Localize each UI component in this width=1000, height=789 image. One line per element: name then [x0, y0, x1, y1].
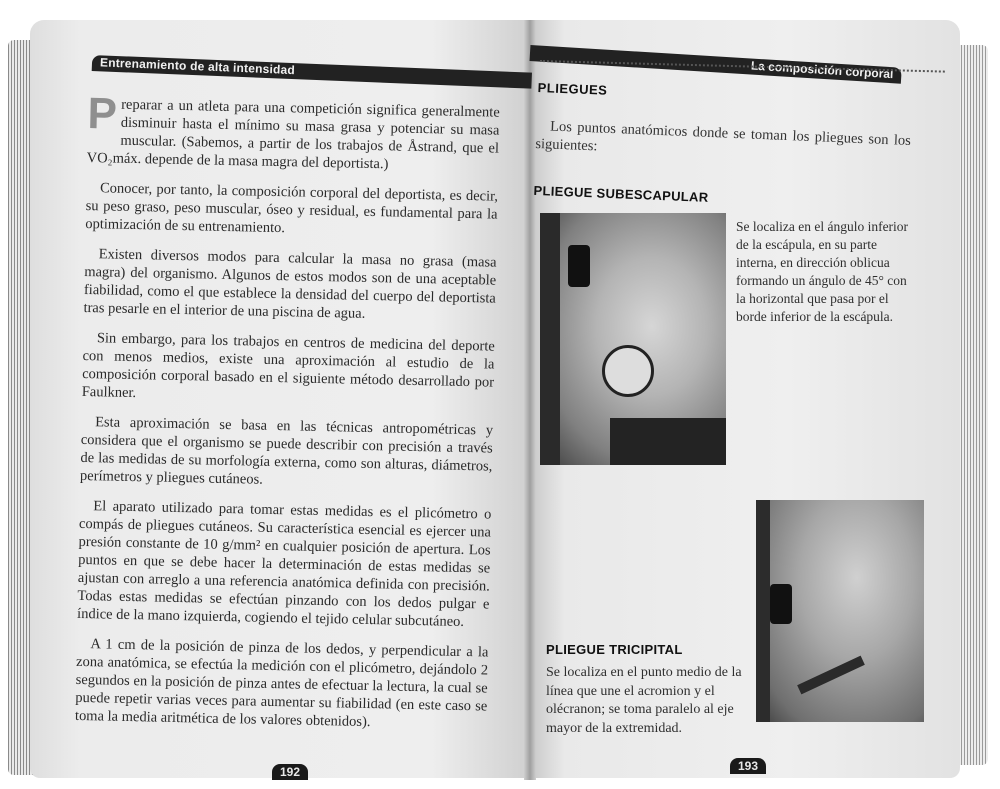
drop-cap: P [87, 89, 118, 139]
paragraph: A 1 cm de la posición de pinza de los dedos, y perpendicular a la zona anatómica, se efectúa la medición con el plicómetro, dejándolo 2 segundos en la posición de pinza antes de efectuar la lectura, la cual se puede repetir varias veces para aumentar su fiabilidad (en este caso se toma la media aritmética de los valores obtenidos). [74, 636, 489, 731]
paragraph: El aparato utilizado para tomar estas medidas es el plicómetro o compás de pliegues cutáneos. Su característica esencial es ejercer una presión constante de 10 g/mm² en cualquier posición de apertura. Los puntos en que se debe hacer la determinación de estas medidas se ajustan con arreglo a una referencia anatómica definida con precisión. Todas estas medidas se efectúan pinzando con los dedos pulgar e índice de la mano izquierda, cogiendo el tejido celular subcutáneo. [76, 498, 492, 630]
paragraph: Sin embargo, para los trabajos en centros de medicina del deporte con menos medios, existe una aproximación al estudio de la composición corporal basado en el siguiente método desarrollado por Faulkner. [81, 330, 495, 402]
subsection-title-subescapular: PLIEGUE SUBESCAPULAR [533, 182, 709, 205]
left-header-text: Entrenamiento de alta intensidad [99, 55, 296, 78]
intro-paragraph: Los puntos anatómicos donde se toman los pliegues son los siguientes: [535, 118, 912, 155]
photo-subscapular-skinfold [540, 213, 726, 465]
tricipital-caption: Se localiza en el punto medio de la línea que une el acromion y el olécranon; se toma paralelo al eje mayor de la extremidad. [546, 665, 742, 736]
paragraph [86, 89, 500, 176]
right-body-text [533, 80, 912, 213]
subsection-title-tricipital: PLIEGUE TRICIPITAL [546, 642, 683, 657]
paragraph: Esta aproximación se basa en las técnicas antropométricas y considera que el organismo se puede describir con precisión a través de las medidas de su morfología externa, como son alturas, diámetros, perímetros y pliegues cutáneos. [79, 414, 494, 488]
book-spine [524, 20, 536, 780]
photo-tricipital-skinfold [756, 500, 924, 722]
right-page-number: 193 [730, 758, 766, 774]
left-page-number: 192 [272, 764, 308, 780]
paragraph: Conocer, por tanto, la composición corporal del deportista, es decir, su peso graso, peso muscular, óseo y residual, es fundamental para la optimización de su entrenamiento. [85, 180, 499, 237]
left-body-text [74, 89, 500, 745]
paragraph: Existen diversos modos para calcular la masa no grasa (masa magra) del organismo. Algunos de estos modos son de una aceptable fiabilidad, como el que establece la densidad del cuerpo del deportista tras pesarle en el interior de una piscina de agua. [83, 246, 497, 322]
right-header-text: La composición corporal [750, 58, 894, 82]
section-title: PLIEGUES [537, 80, 608, 98]
subscapular-caption: Se localiza en el ángulo inferior de la escápula, en su parte interna, en dirección oblicua formando un ángulo de 45° con la horizontal que pasa por el borde inferior de la escápula. [736, 219, 909, 324]
paragraph-text: reparar a un atleta para una competición significa generalmente disminuir hasta el mínimo su masa grasa y potenciar su masa muscular. (Sabemos, a partir de los trabajos de Åstrand, que el VO₂máx. depende de la masa magra del deportista.) [86, 96, 500, 173]
